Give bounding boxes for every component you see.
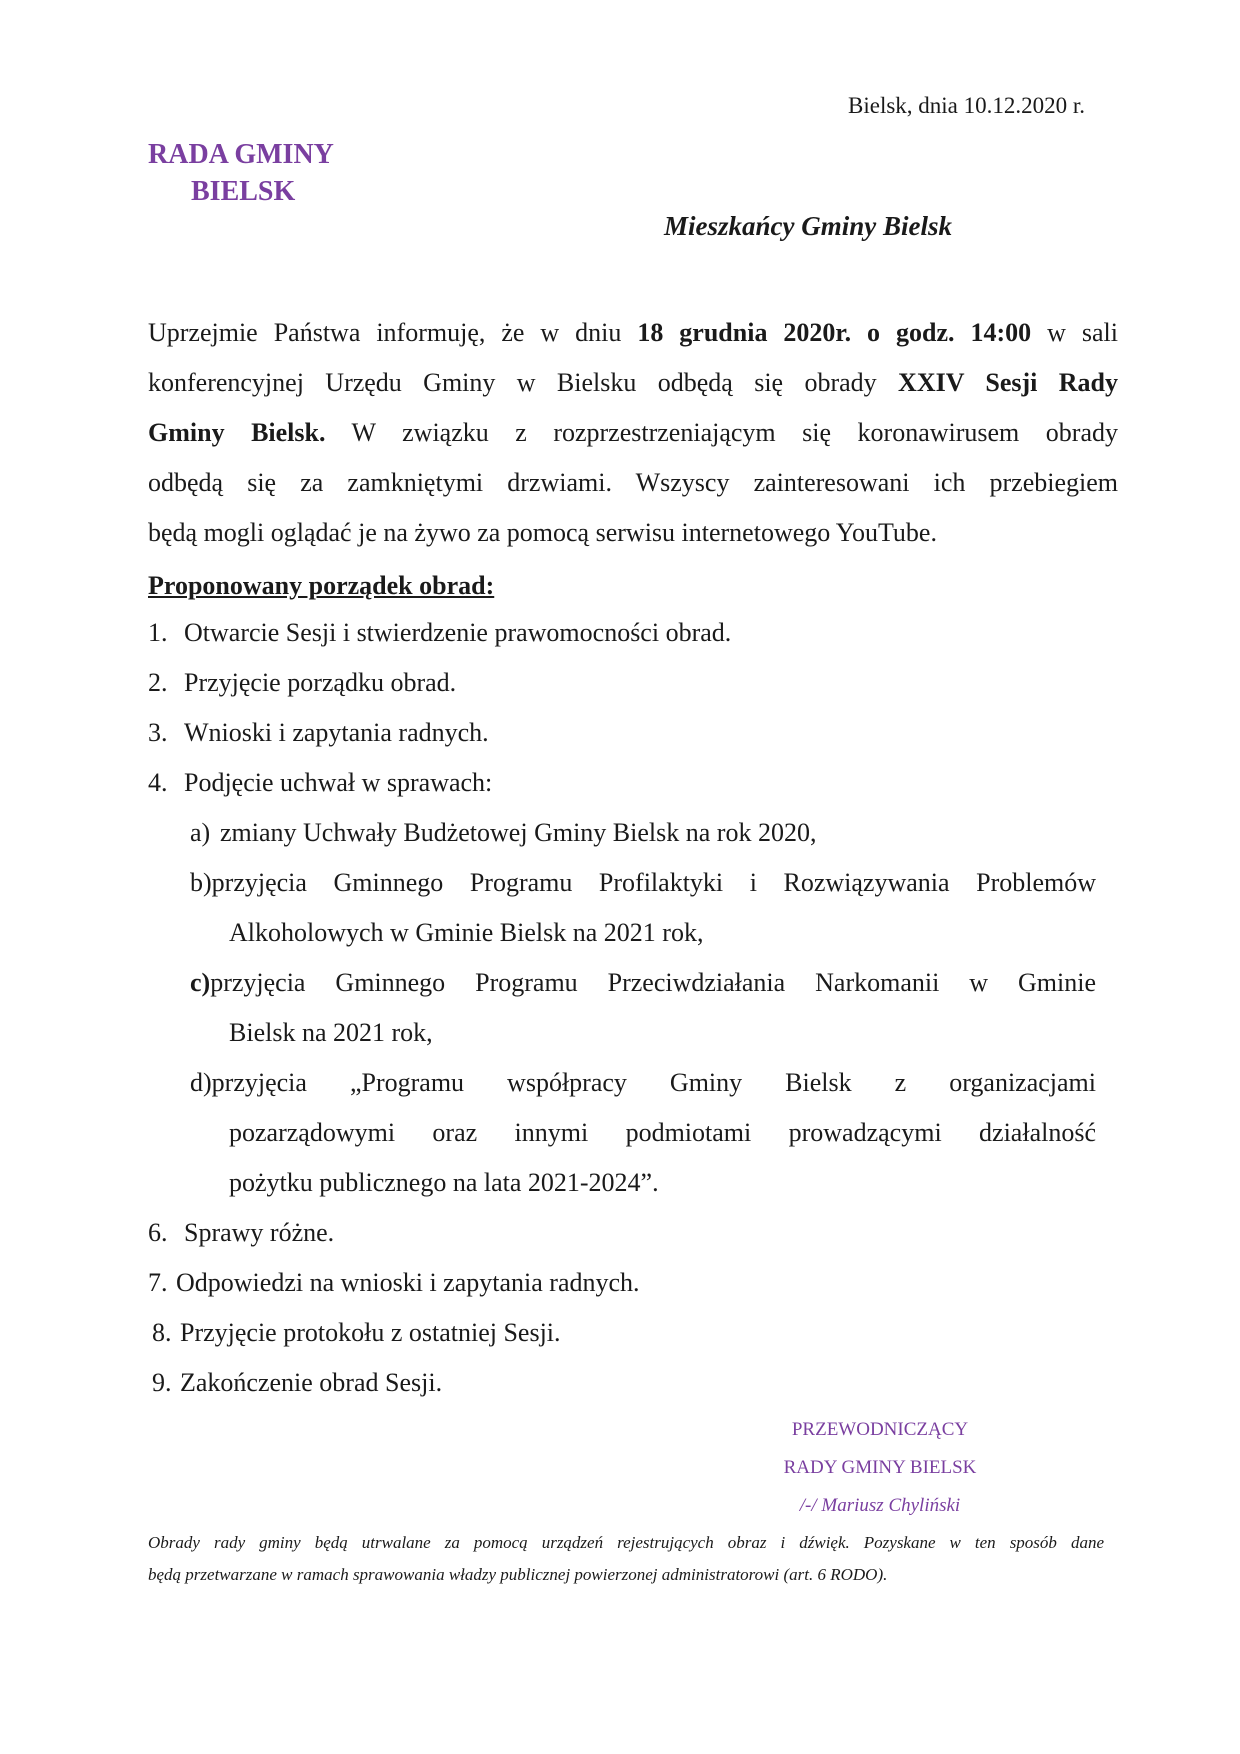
intro-text: W związku z rozprzestrzeniającym się koronawirusem obrady	[325, 418, 1118, 447]
agenda-item-text: Wnioski i zapytania radnych.	[184, 718, 489, 747]
agenda-subitem	[190, 868, 1096, 898]
agenda-item-number: 4.	[148, 768, 168, 797]
agenda-item	[148, 668, 456, 698]
intro-text: w sali	[1031, 318, 1118, 347]
agenda-item-number: 8.	[152, 1318, 172, 1347]
document-date: Bielsk, dnia 10.12.2020 r.	[848, 93, 1086, 118]
intro-line-1	[148, 318, 1118, 348]
agenda-item-number: 7.	[148, 1268, 168, 1297]
agenda-subitem-label: a)	[190, 818, 211, 847]
signature-title-1: PRZEWODNICZĄCY	[791, 1419, 969, 1440]
footer-note-line-2: będą przetwarzane w ramach sprawowania władzy publicznej powierzonej administratorowi (art. 6 RODO).	[148, 1565, 888, 1584]
agenda-item-number: 3.	[148, 718, 168, 747]
agenda-item	[152, 1368, 442, 1398]
intro-line-5: będą mogli oglądać je na żywo za pomocą serwisu internetowego YouTube.	[148, 518, 937, 547]
agenda-subitem-text: przyjęcia „Programu współpracy Gminy Bielsk z organizacjami	[211, 1068, 1096, 1097]
intro-text: Uprzejmie Państwa informuję, że w dniu	[148, 318, 638, 347]
agenda-item-text: Przyjęcie porządku obrad.	[184, 668, 457, 697]
intro-line-3	[148, 418, 1118, 448]
agenda-item-text: Zakończenie obrad Sesji.	[180, 1368, 443, 1397]
agenda-item-number: 6.	[148, 1218, 168, 1247]
agenda-heading: Proponowany porządek obrad:	[148, 571, 495, 600]
agenda-item	[148, 718, 489, 748]
recipient: Mieszkańcy Gminy Bielsk	[664, 211, 952, 241]
signature-title-2: RADY GMINY BIELSK	[783, 1457, 977, 1478]
agenda-item-text: Odpowiedzi na wnioski i zapytania radnych.	[176, 1268, 640, 1297]
agenda-subitem-label: d)	[190, 1068, 212, 1097]
intro-text: konferencyjnej Urzędu Gminy w Bielsku odbędą się obrady	[148, 368, 899, 397]
session-name: XXIV Sesji Rady	[898, 368, 1119, 397]
agenda-subitem-label: b)	[190, 868, 212, 897]
org-name-line-1: RADA GMINY	[148, 139, 334, 170]
agenda-item-number: 2.	[148, 668, 168, 697]
agenda-item-number: 1.	[148, 618, 168, 647]
agenda-subitem	[190, 818, 816, 848]
agenda-item	[148, 1268, 640, 1298]
agenda-subitem-continuation: Bielsk na 2021 rok,	[229, 1018, 433, 1047]
agenda-item-text: Sprawy różne.	[184, 1218, 335, 1247]
agenda-subitem-continuation: pożytku publicznego na lata 2021-2024”.	[229, 1168, 659, 1197]
agenda-subitem-continuation: pozarządowymi oraz innymi podmiotami prowadzącymi działalność	[229, 1118, 1096, 1147]
council-name: Gminy Bielsk.	[148, 418, 326, 447]
agenda-item-text: Podjęcie uchwał w sprawach:	[184, 768, 493, 797]
agenda-item-number: 9.	[152, 1368, 172, 1397]
agenda-subitem-label: c)	[190, 968, 211, 997]
agenda-item	[152, 1318, 561, 1348]
agenda-item-text: Otwarcie Sesji i stwierdzenie prawomocności obrad.	[184, 618, 732, 647]
agenda-subitem-continuation: Alkoholowych w Gminie Bielsk na 2021 rok,	[229, 918, 704, 947]
agenda-subitem	[190, 1068, 1096, 1098]
intro-line-4: odbędą się za zamkniętymi drzwiami. Wszyscy zainteresowani ich przebiegiem	[148, 468, 1118, 497]
agenda-item-text: Przyjęcie protokołu z ostatniej Sesji.	[180, 1318, 561, 1347]
agenda-subitem-text: przyjęcia Gminnego Programu Przeciwdziałania Narkomanii w Gminie	[210, 968, 1096, 997]
signature-name: /-/ Mariusz Chyliński	[799, 1495, 961, 1516]
org-name-line-2: BIELSK	[191, 176, 296, 207]
agenda-item	[148, 618, 731, 648]
agenda-item	[148, 1218, 334, 1248]
session-date: 18 grudnia 2020r. o godz. 14:00	[637, 318, 1032, 347]
intro-line-2	[148, 368, 1118, 398]
agenda-subitem-text: przyjęcia Gminnego Programu Profilaktyki i Rozwiązywania Problemów	[211, 868, 1096, 897]
agenda-subitem	[190, 968, 1096, 998]
agenda-item	[148, 768, 492, 798]
agenda-subitem-text: zmiany Uchwały Budżetowej Gminy Bielsk na rok 2020,	[220, 818, 817, 847]
footer-note-line-1: Obrady rady gminy będą utrwalane za pomocą urządzeń rejestrujących obraz i dźwięk. Pozyskane w ten sposób dane	[148, 1533, 1104, 1552]
